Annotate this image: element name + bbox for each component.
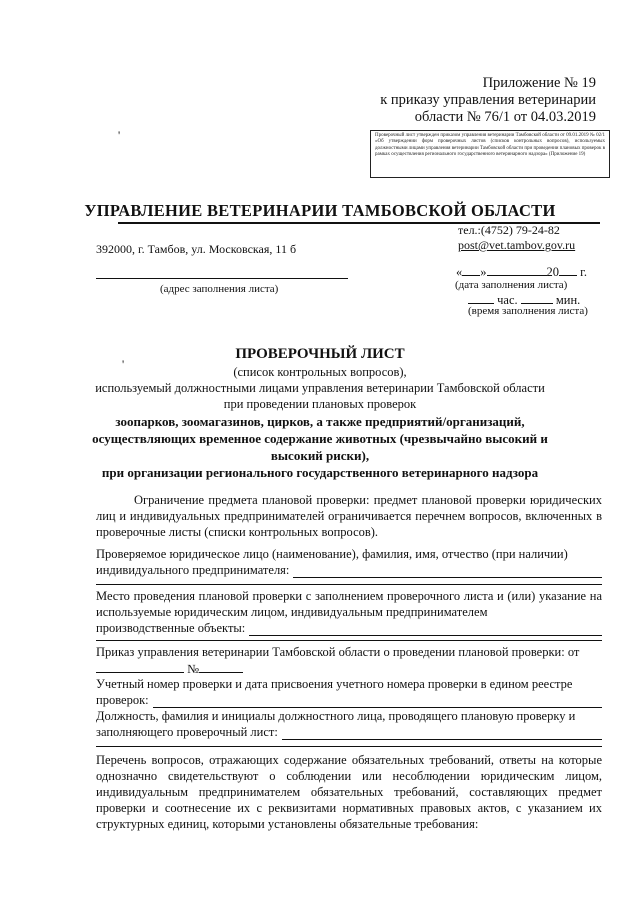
paragraph-registry [96,676,602,708]
order-number-fill[interactable] [199,660,243,673]
paragraph-location [96,588,602,636]
year-suffix: г. [580,265,587,279]
date-row [456,263,587,280]
subtitle-2: используемый должностными лицами управления ветеринарии Тамбовской области [95,381,545,395]
paragraph-questions [96,752,602,832]
year-fill[interactable] [559,263,577,276]
subject-line-2: осуществляющих временное содержание животных (чрезвычайно высокий и [92,431,548,446]
date-quote-open: « [456,265,463,279]
inspected-entity-label: индивидуального предпринимателя: [96,563,290,577]
subject-line-1: зоопарков, зоомагазинов, цирков, а также предприятий/организаций, [115,414,525,429]
paragraph-restriction [96,492,602,540]
document-title: ПРОВЕРОЧНЫЙ ЛИСТ [235,346,405,362]
contacts-block [458,223,575,253]
inspected-entity-fill[interactable] [293,565,602,578]
subtitle-1: (список контрольных вопросов), [233,365,407,379]
hours-fill[interactable] [468,291,494,304]
location-label: производственные объекты: [96,621,246,635]
subtitle-3: при проведении плановых проверок [223,397,417,411]
restriction-text: Ограничение предмета плановой проверки: предмет плановой проверки юридических лиц и индивидуальных предпринимателей ограничивается перечнем вопросов, включенных в проверочные листы (списки контрольных вопросов). [96,493,602,539]
approval-note-box [370,130,610,178]
questions-text: Перечень вопросов, отражающих содержание обязательных требований, ответы на которые однозначно свидетельствуют о соблюдении или несоблюдении юридическим лицом, индивидуальным предпринимателем обязательных требований, составляющих предмет проверки и соотнесение их с реквизитами нормативных правовых актов, с указанием их структурных единиц, которыми установлены обязательные требования: [96,753,602,831]
time-caption: (время заполнения листа) [468,305,588,317]
appendix-line-2: к приказу управления ветеринарии [380,92,596,108]
order-date-fill[interactable] [96,660,184,673]
month-fill[interactable] [487,263,547,276]
subject-line-4: при организации регионального государственного ветеринарного надзора [101,465,539,480]
registry-text: Учетный номер проверки и дата присвоения учетного номера проверки в едином реестре [96,677,573,691]
appendix-line-3: области № 76/1 от 04.03.2019 [414,109,596,125]
paragraph-order [96,644,602,677]
scan-mark-2: ' [122,357,125,371]
address-fill-line[interactable] [96,278,348,279]
approval-note-text: Проверочный лист утвержден приказом управления ветеринарии Тамбовской области от 09.01.2019 № 02/1 «Об утверждении форм проверочных листов (списков контрольных вопросов), используемых должностными лицами управления ветеринарии Тамбовской области при проведении плановых проверок в рамках осуществления регионального государственного ветеринарного надзора» (Приложение 19) [375,133,605,158]
location-fill[interactable] [249,623,602,636]
minutes-fill[interactable] [521,291,553,304]
registry-fill[interactable] [153,695,602,708]
hours-label: час. [497,293,518,307]
official-label: заполняющего проверочный лист: [96,725,278,739]
email-link[interactable]: post@vet.tambov.gov.ru [458,238,576,252]
address-caption: (адрес заполнения листа) [160,283,279,295]
phone-text: тел.:(4752) 79-24-82 [458,223,560,237]
official-fill-2[interactable] [96,746,602,747]
inspected-entity-fill-2[interactable] [96,584,602,585]
minutes-label: мин. [555,293,581,307]
order-text: Приказ управления ветеринарии Тамбовской области о проведении плановой проверки: от [96,645,580,659]
location-fill-2[interactable] [96,640,602,641]
official-fill[interactable] [282,727,602,740]
inspected-entity-text: Проверяемое юридическое лицо (наименование), фамилия, имя, отчество (при наличии) [96,547,568,561]
scan-mark: ' [118,128,121,142]
registry-label: проверок: [96,693,149,707]
date-caption: (дата заполнения листа) [455,279,568,291]
address-text: 392000, г. Тамбов, ул. Московская, 11 б [96,242,297,256]
order-number-label: № [187,662,200,676]
date-quote-close: » [480,265,487,279]
subject-line-3: высокий риски), [270,448,370,463]
location-text: Место проведения плановой проверки с заполнением проверочного листа и (или) указание на используемые юридическим лицом, индивидуальным предпринимателем [96,589,602,619]
appendix-line-1: Приложение № 19 [482,75,596,91]
paragraph-official [96,708,602,740]
appendix-block [380,75,596,126]
paragraph-inspected-entity [96,546,602,578]
day-fill[interactable] [462,263,480,276]
official-text: Должность, фамилия и инициалы должностного лица, проводящего плановую проверку и [96,709,576,723]
year-prefix: 20 [546,265,559,279]
org-title: УПРАВЛЕНИЕ ВЕТЕРИНАРИИ ТАМБОВСКОЙ ОБЛАСТИ [84,201,556,220]
